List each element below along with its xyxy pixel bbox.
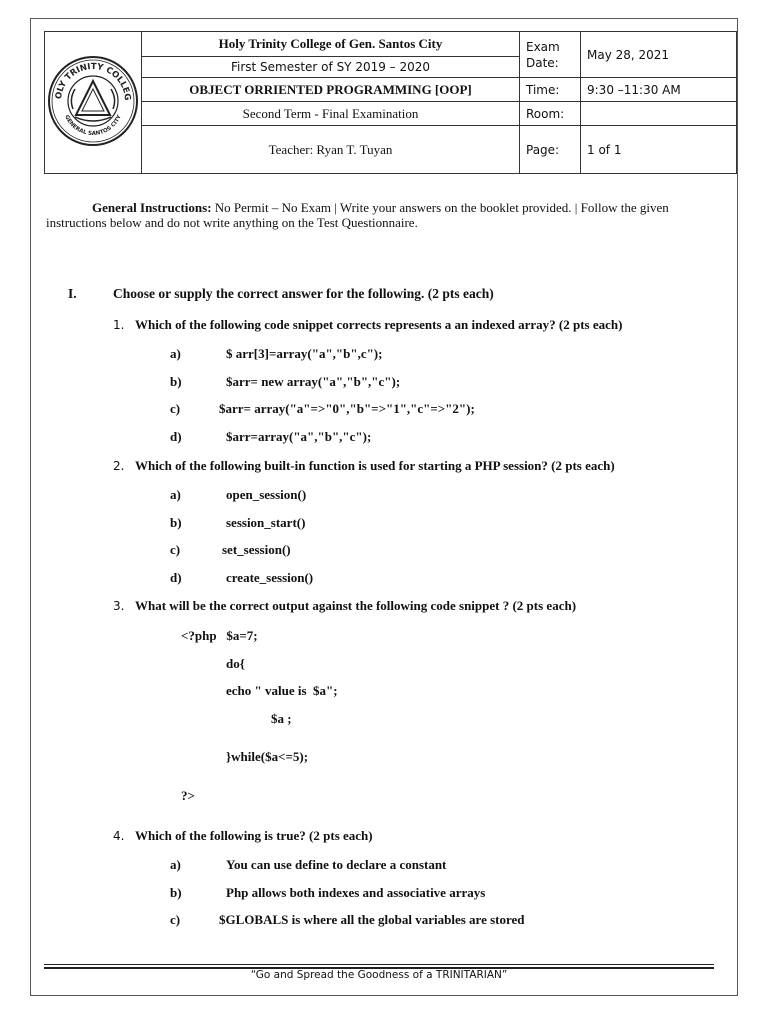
time-label: Time: bbox=[520, 78, 581, 102]
option-letter: c) bbox=[170, 542, 181, 557]
section-title: Choose or supply the correct answer for the following. (2 pts each) bbox=[113, 286, 494, 301]
question-text: What will be the correct output against the following code snippet ? (2 pts each) bbox=[135, 598, 577, 613]
option-letter: b) bbox=[170, 374, 182, 389]
question-number: 1. bbox=[113, 318, 125, 332]
code-line: ?> bbox=[181, 788, 195, 803]
institution-name: Holy Trinity College of Gen. Santos City bbox=[142, 32, 520, 57]
code-line: <?php $a=7; bbox=[181, 628, 258, 643]
option-text: session_start() bbox=[226, 515, 306, 530]
question-number: 4. bbox=[113, 829, 125, 843]
option-text: open_session() bbox=[226, 487, 307, 502]
page-value: 1 of 1 bbox=[581, 126, 737, 174]
option-letter: c) bbox=[170, 912, 181, 927]
option-letter: a) bbox=[170, 346, 181, 361]
section-number: I. bbox=[68, 286, 77, 301]
code-line: echo " value is $a"; bbox=[226, 683, 338, 698]
question-number: 2. bbox=[113, 459, 125, 473]
svg-text:GENERAL SANTOS CITY: GENERAL SANTOS CITY bbox=[63, 113, 123, 137]
code-line: do{ bbox=[226, 656, 245, 671]
exam-date-value: May 28, 2021 bbox=[581, 32, 737, 78]
time-value: 9:30 –11:30 AM bbox=[581, 78, 737, 102]
question-1 bbox=[113, 317, 622, 333]
question-number: 3. bbox=[113, 599, 125, 613]
term-text: Second Term - Final Examination bbox=[142, 102, 520, 126]
question-2 bbox=[113, 458, 615, 474]
logo-cell bbox=[45, 32, 142, 174]
question-text: Which of the following code snippet corrects represents a an indexed array? (2 pts each) bbox=[135, 317, 623, 332]
question-text: Which of the following built-in function is used for starting a PHP session? (2 pts each) bbox=[135, 458, 615, 473]
option-letter: b) bbox=[170, 515, 182, 530]
code-line: $a ; bbox=[271, 711, 292, 726]
option-letter: a) bbox=[170, 487, 181, 502]
instructions-label: General Instructions: bbox=[92, 200, 212, 215]
semester-text: First Semester of SY 2019 – 2020 bbox=[142, 57, 520, 78]
footer-divider bbox=[44, 964, 714, 965]
question-4 bbox=[113, 828, 373, 844]
footer-motto: “Go and Spread the Goodness of a TRINITARIAN” bbox=[250, 969, 508, 981]
option-text: $arr= new array("a","b","c"); bbox=[226, 374, 401, 389]
option-letter: b) bbox=[170, 885, 182, 900]
general-instructions bbox=[46, 200, 716, 230]
course-title: OBJECT ORRIENTED PROGRAMMING [OOP] bbox=[142, 78, 520, 102]
option-text: create_session() bbox=[226, 570, 314, 585]
college-seal-icon bbox=[47, 55, 139, 147]
option-letter: d) bbox=[170, 570, 182, 585]
room-value bbox=[581, 102, 737, 126]
code-line: }while($a<=5); bbox=[226, 749, 309, 764]
option-text: $ arr[3]=array("a","b",c"); bbox=[226, 346, 383, 361]
teacher-text: Teacher: Ryan T. Tuyan bbox=[142, 126, 520, 174]
option-letter: d) bbox=[170, 429, 182, 444]
option-letter: c) bbox=[170, 401, 181, 416]
question-3 bbox=[113, 598, 576, 614]
page-label: Page: bbox=[520, 126, 581, 174]
svg-text:HOLY TRINITY COLLEGE: OLY TRINITY COLLEG bbox=[53, 61, 133, 101]
option-text: $arr= array("a"=>"0","b"=>"1","c"=>"2"); bbox=[219, 401, 475, 416]
option-text: $GLOBALS is where all the global variables are stored bbox=[219, 912, 525, 927]
option-text: Php allows both indexes and associative arrays bbox=[226, 885, 486, 900]
option-text: set_session() bbox=[222, 542, 291, 557]
option-letter: a) bbox=[170, 857, 181, 872]
option-text: $arr=array("a","b","c"); bbox=[226, 429, 372, 444]
instructions-text: No Permit – No Exam | Write your answers on the booklet provided. | Follow the given instructions below and do not write anything on the Test Questionnaire. bbox=[46, 200, 669, 230]
question-text: Which of the following is true? (2 pts each) bbox=[135, 828, 373, 843]
exam-header-table bbox=[44, 31, 737, 174]
room-label: Room: bbox=[520, 102, 581, 126]
exam-date-label: Exam Date: bbox=[520, 32, 581, 78]
option-text: You can use define to declare a constant bbox=[226, 857, 447, 872]
